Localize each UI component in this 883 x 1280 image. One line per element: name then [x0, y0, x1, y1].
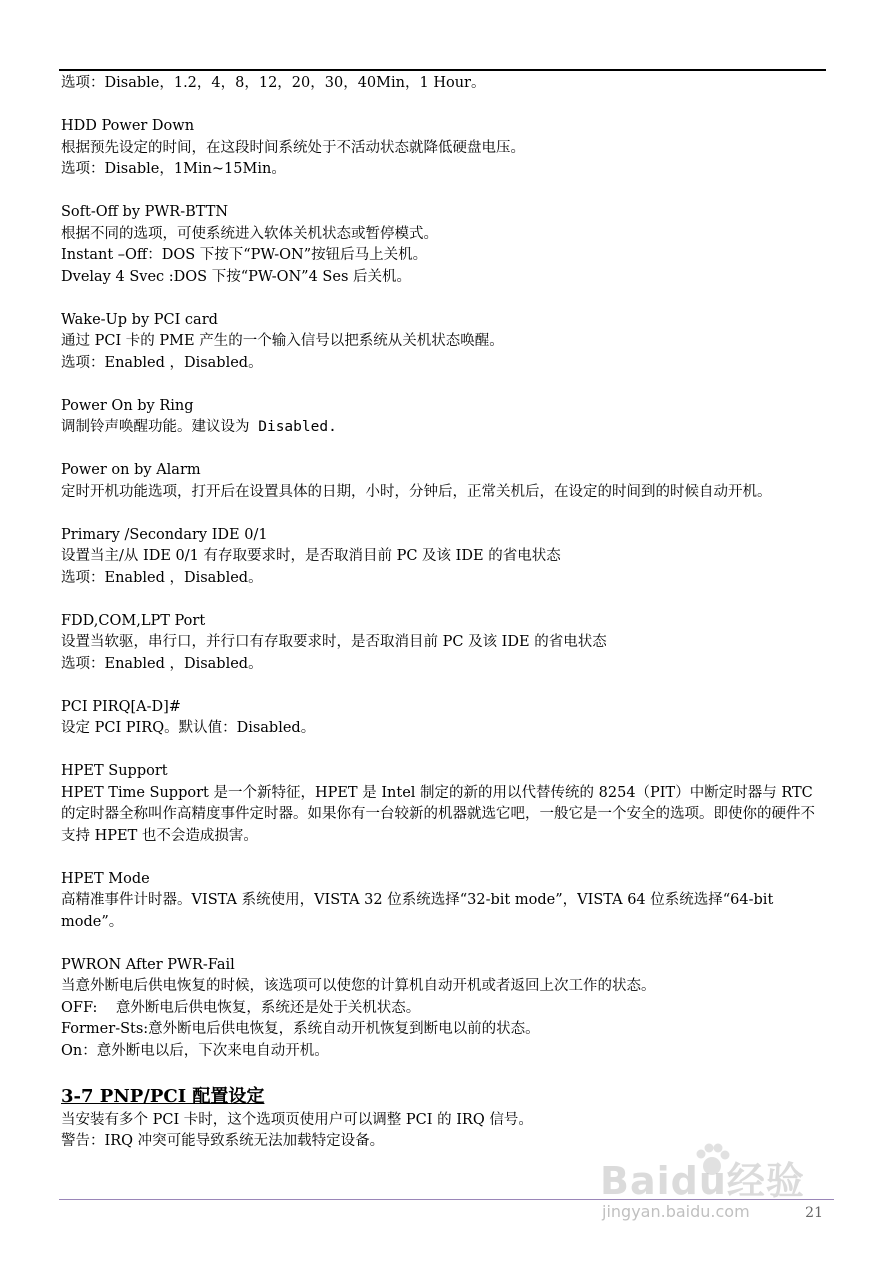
text-line: 选项：Disable，1Min~15Min。 [61, 161, 286, 177]
text-line: 当安装有多个 PCI 卡时，这个选项页使用户可以调整 PCI 的 IRQ 信号。 [61, 1111, 533, 1128]
top-rule [59, 69, 826, 71]
section-title: Primary /Secondary IDE 0/1 [61, 526, 268, 543]
watermark-url: jingyan.baidu.com [602, 1202, 750, 1221]
section-title: Power on by Alarm [61, 462, 201, 478]
text-line: 选项：Enabled ，Disabled。 [61, 655, 263, 672]
section-title: FDD,COM,LPT Port [61, 612, 206, 629]
text-line: 当意外断电后供电恢复的时候，该选项可以使您的计算机自动开机或者返回上次工作的状态。 [61, 978, 656, 994]
text-line: Former-Sts:意外断电后供电恢复，系统自动开机恢复到断电以前的状态。 [61, 1021, 540, 1037]
section-ide [61, 525, 826, 590]
section-title: HPET Support [61, 763, 168, 779]
text-line: 警告：IRQ 冲突可能导致系统无法加载特定设备。 [61, 1133, 385, 1149]
section-title: PWRON After PWR-Fail [61, 956, 235, 973]
section-title: Power On by Ring [61, 397, 194, 414]
text-line: 设置当软驱，串行口，并行口有存取要求时，是否取消目前 PC 及该 IDE 的省电状态 [61, 634, 607, 650]
text-line: 设置当主/从 IDE 0/1 有存取要求时，是否取消目前 PC 及该 IDE 的省电状态 [61, 548, 561, 564]
text-line: 定时开机功能选项，打开后在设置具体的日期，小时，分钟后，正常关机后，在设定的时间到的时候自动开机。 [61, 483, 772, 500]
text-line: On：意外断电以后，下次来电自动开机。 [61, 1042, 329, 1059]
section-hpet-support [61, 761, 826, 847]
section-power-on-alarm [61, 460, 826, 503]
chapter-heading: 3-7 PNP/PCI 配置设定 [61, 1085, 265, 1107]
text-line: HPET Time Support 是一个新特征，HPET 是 Intel 制定的新的用以代替传统的 8254（PIT）中断定时器与 RTC 的定时器全称叫作高精度事件定时器。如果你有一台较新的机器就选它吧，一般它是一个安全的选项。即使你的硬件不支持 HPET 也不会造成损害。 [61, 784, 818, 844]
text-line: 高精准事件计时器。VISTA 系统使用，VISTA 32 位系统选择“32-bit mode”，VISTA 64 位系统选择“64-bit mode”。 [61, 892, 778, 930]
section-title: Wake-Up by PCI card [61, 311, 218, 328]
section-wake-up-pci [61, 310, 826, 375]
section-hpet-mode [61, 869, 826, 934]
page-number: 21 [805, 1205, 823, 1221]
watermark-brand: Baidu经验 [600, 1159, 805, 1203]
section-fdd-com-lpt [61, 611, 826, 676]
section-title: Soft-Off by PWR-BTTN [61, 204, 229, 220]
text-line: 选项：Disable，1.2，4，8，12，20，30，40Min，1 Hour。 [61, 75, 486, 91]
section-soft-off [61, 202, 826, 288]
text-line: 根据预先设定的时间，在这段时间系统处于不活动状态就降低硬盘电压。 [61, 139, 525, 156]
text-line: 选项：Enabled ，Disabled。 [61, 569, 263, 586]
section-timer-options [61, 73, 826, 95]
section-hdd-power-down [61, 116, 826, 181]
text-line: OFF: 意外断电后供电恢复，系统还是处于关机状态。 [61, 999, 421, 1016]
text-line: 设定 PCI PIRQ。默认值：Disabled。 [61, 720, 316, 736]
section-title: HDD Power Down [61, 118, 195, 134]
text-line: Dvelay 4 Svec :DOS 下按“PW-ON”4 Ses 后关机。 [61, 268, 411, 285]
section-pwron-after-fail [61, 955, 826, 1063]
section-title: PCI PIRQ[A-D]# [61, 698, 181, 715]
section-power-on-ring [61, 396, 826, 439]
text-line: 根据不同的选项，可使系统进入软体关机状态或暂停模式。 [61, 225, 438, 242]
section-pci-pirq [61, 697, 826, 740]
text-line: 通过 PCI 卡的 PME 产生的一个输入信号以把系统从关机状态唤醒。 [61, 333, 504, 349]
document-body [61, 73, 826, 1153]
section-title: HPET Mode [61, 870, 150, 887]
text-line: 选项：Enabled ，Disabled。 [61, 354, 263, 371]
watermark [600, 1150, 835, 1240]
text-line: Instant –Off：DOS 下按下“PW-ON”按钮后马上关机。 [61, 247, 428, 263]
text-line: 调制铃声唤醒功能。建议设为 Disabled. [61, 419, 337, 435]
